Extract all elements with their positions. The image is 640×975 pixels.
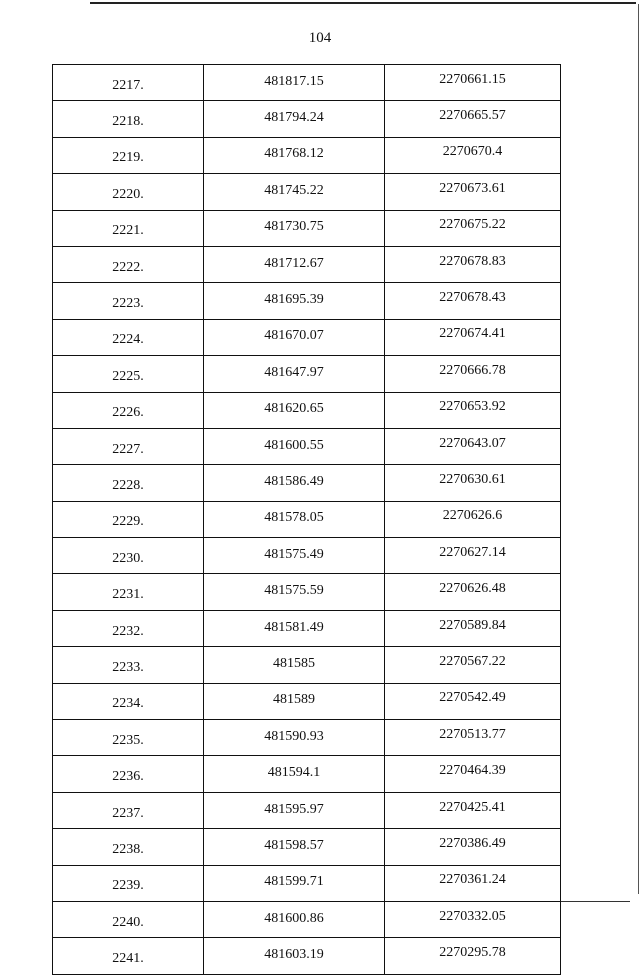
x-coordinate-cell: 481745.22	[204, 174, 385, 210]
table-row	[53, 538, 561, 574]
point-number-cell: 2232.	[53, 610, 204, 646]
y-coordinate-cell: 2270653.92	[385, 392, 561, 428]
scan-top-edge	[90, 2, 636, 4]
table-row	[53, 501, 561, 537]
x-coordinate-cell: 481670.07	[204, 319, 385, 355]
table-row	[53, 756, 561, 792]
y-coordinate-cell: 2270678.43	[385, 283, 561, 319]
y-coordinate-cell: 2270425.41	[385, 792, 561, 828]
table-body	[53, 65, 561, 975]
y-coordinate-cell: 2270361.24	[385, 865, 561, 901]
y-coordinate-cell: 2270542.49	[385, 683, 561, 719]
point-number-cell: 2239.	[53, 865, 204, 901]
y-coordinate-cell: 2270630.61	[385, 465, 561, 501]
x-coordinate-cell: 481594.1	[204, 756, 385, 792]
table-row	[53, 792, 561, 828]
y-coordinate-cell: 2270295.78	[385, 938, 561, 974]
x-coordinate-cell: 481586.49	[204, 465, 385, 501]
x-coordinate-cell: 481768.12	[204, 137, 385, 173]
y-coordinate-cell: 2270589.84	[385, 610, 561, 646]
x-coordinate-cell: 481578.05	[204, 501, 385, 537]
point-number-cell: 2220.	[53, 174, 204, 210]
y-coordinate-cell: 2270643.07	[385, 428, 561, 464]
point-number-cell: 2218.	[53, 101, 204, 137]
table-row	[53, 428, 561, 464]
point-number-cell: 2217.	[53, 65, 204, 101]
table-row	[53, 174, 561, 210]
x-coordinate-cell: 481817.15	[204, 65, 385, 101]
x-coordinate-cell: 481600.55	[204, 428, 385, 464]
y-coordinate-cell: 2270678.83	[385, 246, 561, 282]
table-row	[53, 101, 561, 137]
x-coordinate-cell: 481589	[204, 683, 385, 719]
table-row	[53, 65, 561, 101]
y-coordinate-cell: 2270332.05	[385, 901, 561, 937]
point-number-cell: 2241.	[53, 938, 204, 974]
x-coordinate-cell: 481599.71	[204, 865, 385, 901]
table-row	[53, 137, 561, 173]
y-coordinate-cell: 2270675.22	[385, 210, 561, 246]
y-coordinate-cell: 2270513.77	[385, 720, 561, 756]
x-coordinate-cell: 481581.49	[204, 610, 385, 646]
x-coordinate-cell: 481730.75	[204, 210, 385, 246]
table-row	[53, 938, 561, 974]
point-number-cell: 2226.	[53, 392, 204, 428]
table-row	[53, 865, 561, 901]
point-number-cell: 2236.	[53, 756, 204, 792]
x-coordinate-cell: 481575.49	[204, 538, 385, 574]
point-number-cell: 2229.	[53, 501, 204, 537]
table-row	[53, 683, 561, 719]
table-row	[53, 319, 561, 355]
y-coordinate-cell: 2270673.61	[385, 174, 561, 210]
x-coordinate-cell: 481695.39	[204, 283, 385, 319]
table-row	[53, 610, 561, 646]
y-coordinate-cell: 2270665.57	[385, 101, 561, 137]
point-number-cell: 2237.	[53, 792, 204, 828]
x-coordinate-cell: 481590.93	[204, 720, 385, 756]
point-number-cell: 2230.	[53, 538, 204, 574]
point-number-cell: 2240.	[53, 901, 204, 937]
x-coordinate-cell: 481600.86	[204, 901, 385, 937]
x-coordinate-cell: 481603.19	[204, 938, 385, 974]
y-coordinate-cell: 2270666.78	[385, 356, 561, 392]
scan-right-edge	[638, 4, 639, 894]
point-number-cell: 2235.	[53, 720, 204, 756]
y-coordinate-cell: 2270567.22	[385, 647, 561, 683]
table-row	[53, 647, 561, 683]
point-number-cell: 2221.	[53, 210, 204, 246]
point-number-cell: 2234.	[53, 683, 204, 719]
y-coordinate-cell: 2270627.14	[385, 538, 561, 574]
y-coordinate-cell: 2270674.41	[385, 319, 561, 355]
table-row	[53, 392, 561, 428]
x-coordinate-cell: 481794.24	[204, 101, 385, 137]
point-number-cell: 2238.	[53, 829, 204, 865]
table-row	[53, 210, 561, 246]
coordinates-table-wrapper	[52, 64, 557, 975]
table-row	[53, 574, 561, 610]
table-row	[53, 901, 561, 937]
table-row	[53, 356, 561, 392]
page-number: 104	[308, 30, 332, 46]
coordinates-table	[52, 64, 561, 975]
table-row	[53, 829, 561, 865]
point-number-cell: 2233.	[53, 647, 204, 683]
table-row	[53, 720, 561, 756]
x-coordinate-cell: 481620.65	[204, 392, 385, 428]
y-coordinate-cell: 2270464.39	[385, 756, 561, 792]
y-coordinate-cell: 2270626.6	[385, 501, 561, 537]
y-coordinate-cell: 2270386.49	[385, 829, 561, 865]
x-coordinate-cell: 481647.97	[204, 356, 385, 392]
point-number-cell: 2223.	[53, 283, 204, 319]
y-coordinate-cell: 2270670.4	[385, 137, 561, 173]
point-number-cell: 2225.	[53, 356, 204, 392]
y-coordinate-cell: 2270661.15	[385, 65, 561, 101]
point-number-cell: 2224.	[53, 319, 204, 355]
x-coordinate-cell: 481585	[204, 647, 385, 683]
table-row	[53, 465, 561, 501]
point-number-cell: 2227.	[53, 428, 204, 464]
y-coordinate-cell: 2270626.48	[385, 574, 561, 610]
x-coordinate-cell: 481598.57	[204, 829, 385, 865]
x-coordinate-cell: 481712.67	[204, 246, 385, 282]
x-coordinate-cell: 481595.97	[204, 792, 385, 828]
point-number-cell: 2231.	[53, 574, 204, 610]
point-number-cell: 2222.	[53, 246, 204, 282]
point-number-cell: 2228.	[53, 465, 204, 501]
point-number-cell: 2219.	[53, 137, 204, 173]
table-row	[53, 283, 561, 319]
table-row	[53, 246, 561, 282]
x-coordinate-cell: 481575.59	[204, 574, 385, 610]
